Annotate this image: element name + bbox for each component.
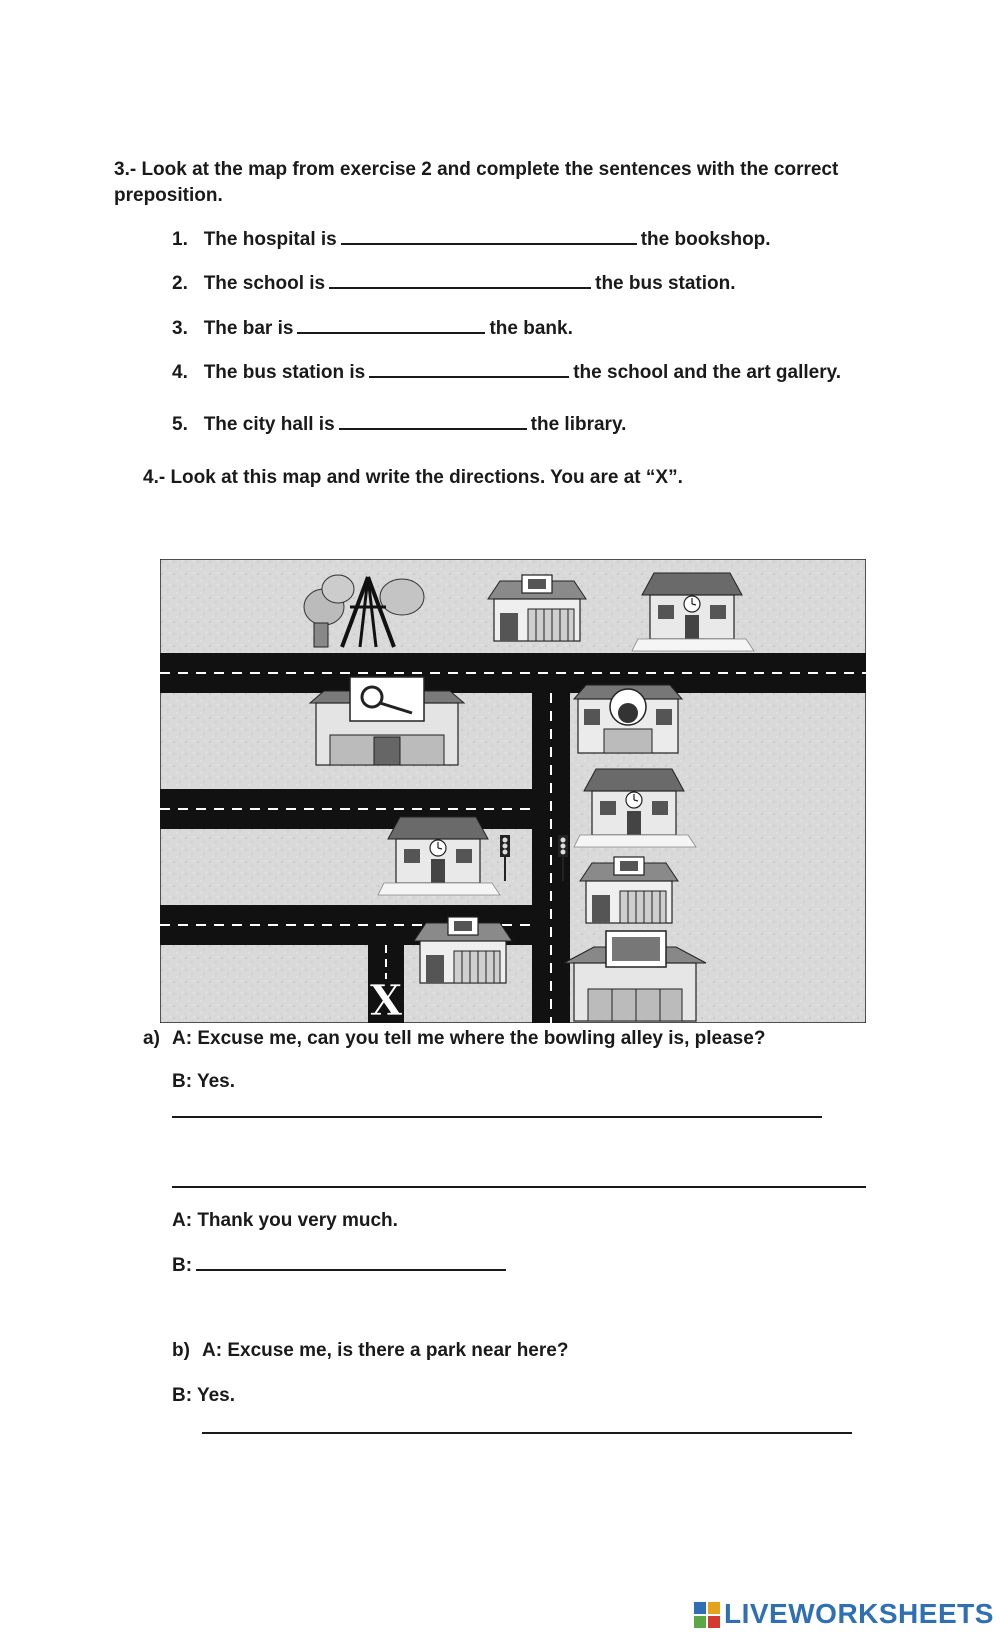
exercise3-instruction-line1: 3.- Look at the map from exercise 2 and complete the sentences with the correct (114, 159, 839, 180)
item-number: 3. (172, 318, 188, 339)
dialogue-a-label: a) (143, 1028, 160, 1049)
item-number: 1. (172, 229, 188, 250)
dialogue-b-question: A: Excuse me, is there a park near here? (202, 1340, 569, 1361)
bowling-alley-building (574, 685, 682, 753)
sentence-start: The school is (203, 273, 326, 294)
sentence-start: The bar is (203, 318, 294, 339)
top-shop-building (488, 575, 586, 641)
dialogue-a-b-answer (172, 1254, 510, 1279)
dialogue-a-reply: B: Yes. (172, 1071, 236, 1092)
item-number: 4. (172, 362, 188, 383)
liveworksheets-logo-icon (694, 1602, 720, 1628)
sentence-end: the school and the art gallery. (573, 362, 842, 383)
dialogue-b-label: b) (172, 1340, 190, 1361)
sentence-end: the bookshop. (640, 229, 771, 250)
item-number: 5. (172, 414, 188, 435)
street-map-drawing (160, 559, 866, 1023)
dialogue-b-reply: B: Yes. (172, 1385, 236, 1406)
dialogue-a-question: A: Excuse me, can you tell me where the bowling alley is, please? (172, 1028, 766, 1049)
sentence-end: the library. (530, 414, 627, 435)
sentence-2 (172, 272, 736, 297)
answer-blank[interactable] (369, 362, 569, 378)
sentence-start: The hospital is (203, 229, 337, 250)
speaker-b-label: B: (172, 1255, 193, 1276)
exercise4-instruction: 4.- Look at this map and write the directions. You are at “X”. (143, 467, 683, 488)
dialogue-a-thanks: A: Thank you very much. (172, 1210, 398, 1231)
answer-blank[interactable] (339, 414, 527, 430)
start-marker-x: X (369, 976, 403, 1023)
answer-line[interactable] (172, 1116, 822, 1118)
exercise3-instruction-line2: preposition. (114, 185, 223, 206)
sentence-4 (172, 361, 841, 386)
item-number: 2. (172, 273, 188, 294)
sentence-5 (172, 413, 626, 438)
street-map (160, 559, 866, 1023)
sentence-1 (172, 228, 771, 253)
answer-line[interactable] (202, 1432, 852, 1434)
answer-blank[interactable] (297, 318, 485, 334)
sentence-end: the bank. (489, 318, 573, 339)
sentence-end: the bus station. (595, 273, 736, 294)
answer-blank[interactable] (329, 273, 591, 289)
sentence-start: The city hall is (203, 414, 335, 435)
sentence-start: The bus station is (203, 362, 366, 383)
brand-footer[interactable]: LIVEWORKSHEETS (724, 1598, 994, 1629)
sentence-3 (172, 317, 573, 342)
answer-blank[interactable] (341, 229, 637, 245)
answer-blank[interactable] (196, 1255, 506, 1271)
bottom-shop-building (414, 917, 512, 983)
right-shop-building (580, 857, 678, 923)
answer-line[interactable] (172, 1186, 866, 1188)
